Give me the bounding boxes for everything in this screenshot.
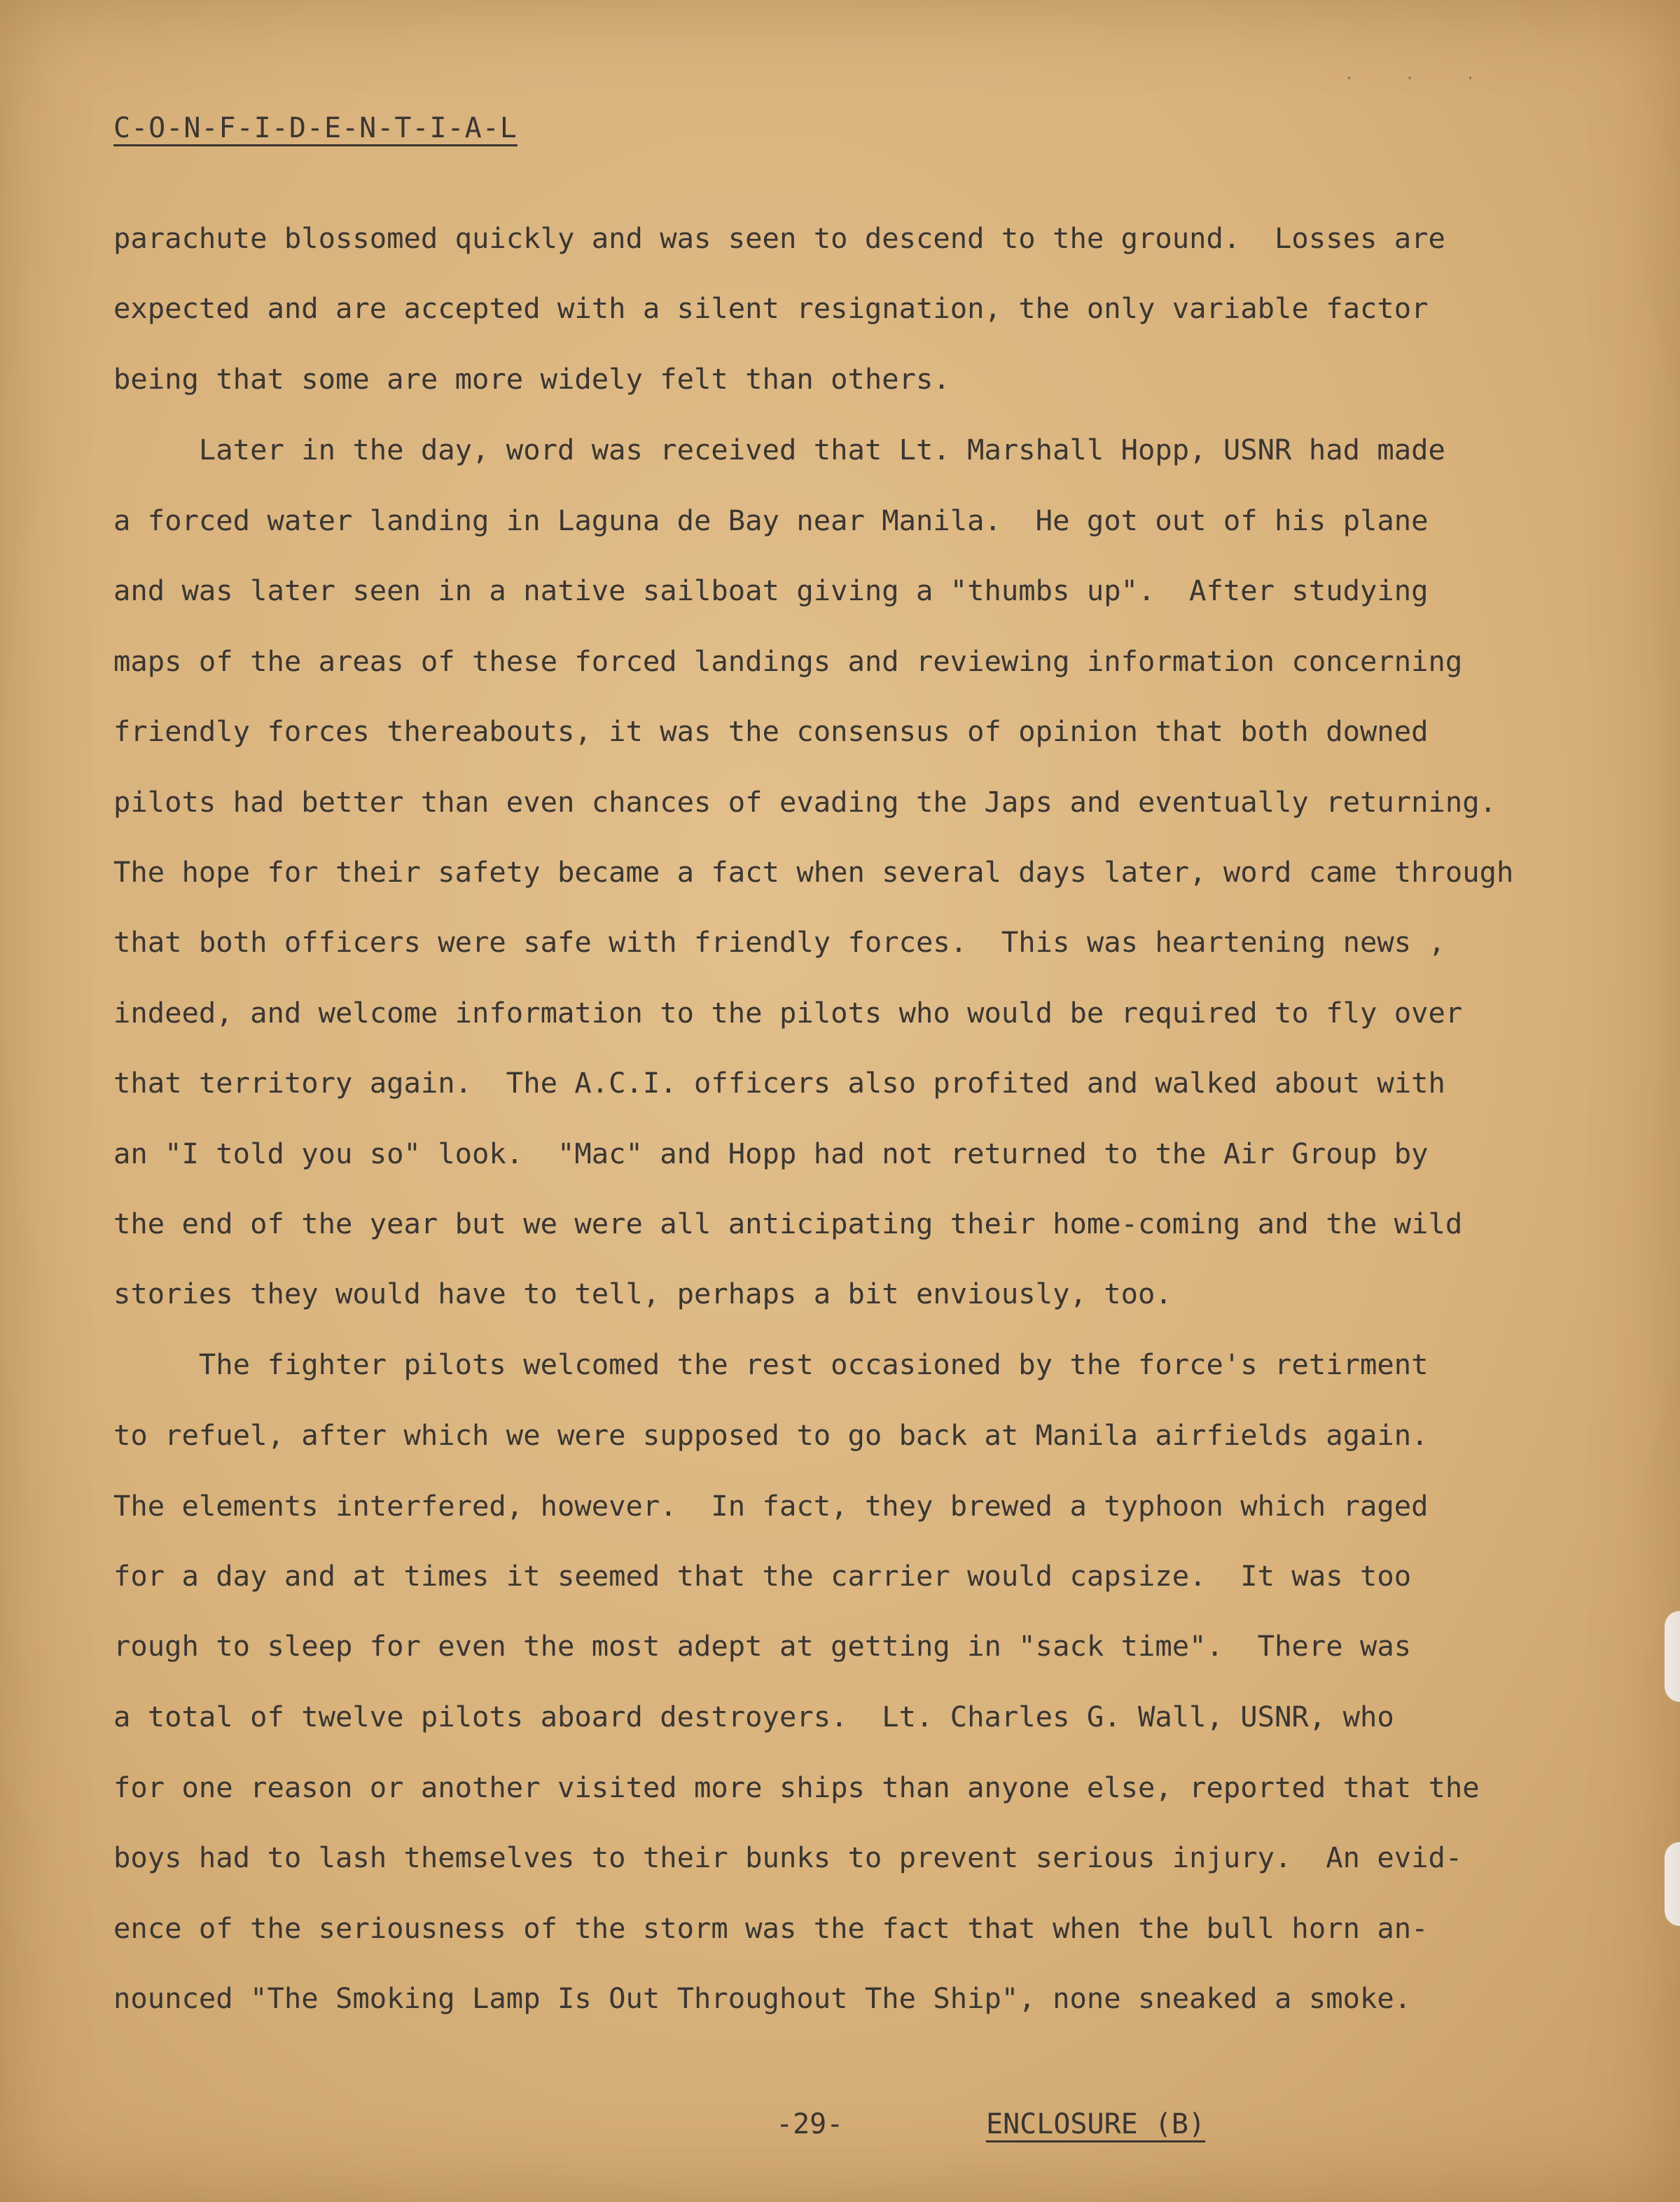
page-number: -29-	[776, 2108, 844, 2140]
text-line: rough to sleep for even the most adept at getting in "sack time". There was	[113, 1629, 1412, 1663]
text-line: friendly forces thereabouts, it was the consensus of opinion that both downed	[113, 714, 1429, 748]
text-line: for one reason or another visited more ships than anyone else, reported that the	[113, 1771, 1480, 1804]
text-line: ence of the seriousness of the storm was the fact that when the bull horn an-	[113, 1911, 1429, 1945]
text-line: The hope for their safety became a fact when several days later, word came through	[113, 855, 1514, 889]
confidential-stamp: C-O-N-F-I-D-E-N-T-I-A-L	[113, 112, 518, 144]
text-line: to refuel, after which we were supposed to go back at Manila airfields again.	[113, 1418, 1429, 1452]
text-line: a total of twelve pilots aboard destroyers. Lt. Charles G. Wall, USNR, who	[113, 1700, 1394, 1733]
text-line: pilots had better than even chances of evading the Japs and eventually returning.	[113, 785, 1497, 819]
text-line: boys had to lash themselves to their bunks to prevent serious injury. An evid-	[113, 1841, 1463, 1874]
text-line: parachute blossomed quickly and was seen to descend to the ground. Losses are	[113, 221, 1445, 255]
text-line: that territory again. The A.C.I. officers also profited and walked about with	[113, 1066, 1445, 1100]
text-line: that both officers were safe with friendly forces. This was heartening news ,	[113, 925, 1445, 959]
text-line: an "I told you so" look. "Mac" and Hopp had not returned to the Air Group by	[113, 1137, 1429, 1170]
text-line: a forced water landing in Laguna de Bay near Manila. He got out of his plane	[113, 504, 1429, 537]
text-line: and was later seen in a native sailboat giving a "thumbs up". After studying	[113, 574, 1429, 607]
text-line: the end of the year but we were all anticipating their home-coming and the wild	[113, 1207, 1463, 1240]
text-line: The elements interfered, however. In fact, they brewed a typhoon which raged	[113, 1489, 1429, 1523]
binder-notch	[1665, 1842, 1680, 1926]
text-line: being that some are more widely felt than others.	[113, 362, 950, 396]
text-line: expected and are accepted with a silent resignation, the only variable factor	[113, 291, 1429, 325]
enclosure-label: ENCLOSURE (B)	[986, 2108, 1206, 2140]
text-line: The fighter pilots welcomed the rest occasioned by the force's retirment	[113, 1348, 1429, 1381]
text-line: nounced "The Smoking Lamp Is Out Throughout The Ship", none sneaked a smoke.	[113, 1981, 1412, 2015]
text-line: stories they would have to tell, perhaps a bit enviously, too.	[113, 1277, 1172, 1310]
text-line: maps of the areas of these forced landings and reviewing information concerning	[113, 644, 1463, 678]
binder-notch	[1665, 1611, 1680, 1702]
text-line: for a day and at times it seemed that the carrier would capsize. It was too	[113, 1559, 1412, 1593]
text-line: Later in the day, word was received that Lt. Marshall Hopp, USNR had made	[113, 433, 1445, 466]
paper-specks: · · ·	[1345, 70, 1497, 88]
text-line: indeed, and welcome information to the pilots who would be required to fly over	[113, 996, 1463, 1030]
